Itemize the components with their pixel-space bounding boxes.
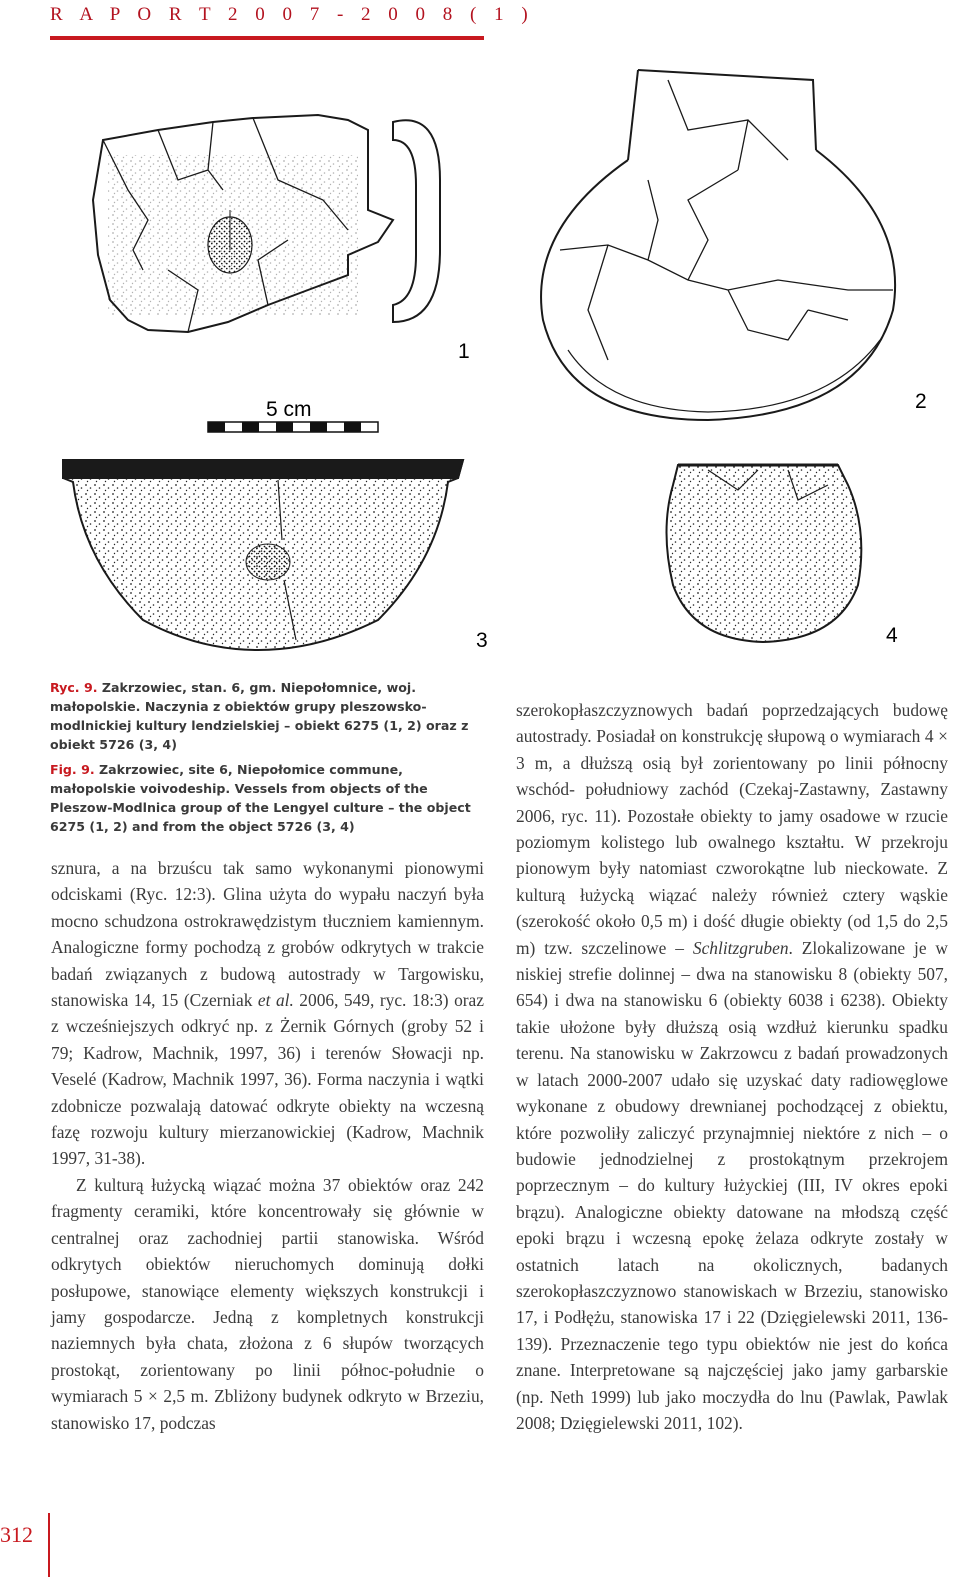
left-paragraph-2: Z kulturą łużycką wiązać można 37 obiektów oraz 242 fragmenty ceramiki, które koncentrowały się głównie w centralnej oraz zachodniej partii stanowiska. Wśród odkrytych obiektów nieruchomych dominują dołki posłupowe, stanowiące elementy większych konstrukcji i jamy gospodarcze. Jedną z kompletnych konstrukcji naziemnych była chata, złożona z 6 słupów tworzących prostokąt, zorientowany po linii północ-południe o wymiarach 5 × 2,5 m. Zbliżony budynek odkryto w Brzeziu, stanowisko 17, podczas: [51, 1174, 484, 1433]
page-number: 312: [0, 1522, 33, 1547]
caption-text-pl: Zakrzowiec, stan. 6, gm. Niepołomnice, woj. małopolskie. Naczynia z obiektów grupy pleszowsko-modlnickiej kultury lendzielskiej – obiekt 6275 (1, 2) oraz z obiekt 5726 (3, 4): [50, 680, 469, 752]
caption-label-pl: Ryc. 9.: [50, 680, 98, 695]
right-p1-italic: Schlitzgruben: [692, 937, 789, 958]
scale-bar-label: 5 cm: [266, 398, 312, 421]
running-header: R A P O R T 2 0 0 7 - 2 0 0 8 ( 1 ): [50, 4, 535, 25]
figure-caption-polish: [50, 678, 480, 754]
left-paragraph-1: [51, 855, 484, 1172]
caption-text-en: Zakrzowiec, site 6, Niepołomice commune, małopolskie voivodeship. Vessels from objects of the Pleszow-Modlnica group of the Lengyel culture – the object 6275 (1, 2) and from the object 5726 (3, 4): [50, 762, 471, 834]
caption-label-en: Fig. 9.: [50, 762, 95, 777]
left-p1-italic: et al.: [257, 990, 294, 1011]
vessel-3-drawing: [63, 460, 463, 650]
left-p1-end: 2006, 549, ryc. 18:3) oraz z wcześniejszych odkryć np. z Żernik Górnych (groby 52 i 79; Kadrow, Machnik, 1997, 36) i terenów Słowacji np. Veselé (Kadrow, Machnik 1997, 36). Forma naczynia i wątki zdobnicze pozwalają datować odkryte obiekty na wczesną fazę rozwoju kultury mierzanowickiej (Kadrow, Machnik 1997, 31-38).: [51, 990, 484, 1169]
figure-caption-english: [50, 760, 480, 836]
vessel-1-drawing: [93, 115, 440, 332]
header-rule: [50, 36, 484, 40]
vessel-2-drawing: [541, 70, 895, 420]
body-column-right: [516, 697, 948, 1436]
scale-bar: [208, 398, 378, 432]
footer-rule: [48, 1513, 50, 1577]
figure-label-1: 1: [458, 340, 470, 363]
figure-label-2: 2: [915, 390, 927, 413]
left-p1-text: sznura, a na brzuścu tak samo wykonanymi pionowymi odciskami (Ryc. 12:3). Glina użyta do wypału naczyń była mocno schudzona ostrokrawędzistym tłuczniem kamiennym. Analogiczne formy pochodzą z grobów odkrytych w trakcie badań związanych z budową autostrady w Targowisku, stanowiska 14, 15 (Czerniak: [51, 858, 484, 1011]
figure-label-3: 3: [476, 629, 488, 652]
vessel-4-drawing: [667, 465, 862, 642]
body-column-left: [51, 855, 484, 1436]
figure-label-4: 4: [886, 624, 898, 647]
right-paragraph-1: [516, 697, 948, 1436]
figure-drawings: [48, 60, 927, 660]
right-p1-text: szerokopłaszczyznowych badań poprzedzających budowę autostrady. Posiadał on konstrukcję słupową o wymiarach 4 × 3 m, a dłuższą osią był zorientowany po linii północny wschód- południowy zachód (Czekaj-Zastawny, Zastawny 2006, ryc. 11). Pozostałe obiekty to jamy osadowe w rzucie poziomym kolistego lub owalnego kształtu. W przekroju pionowym były natomiast czworokątne lub nieckowate. Z kulturą łużycką wiązać należy również cztery wąskie (szerokość około 0,5 m) i dość długie obiekty (od 1,5 do 2,5 m) tzw. szczelinowe –: [516, 700, 948, 958]
right-p1-end: . Zlokalizowane je w niskiej strefie dolinnej – dwa na stanowisku 8 (obiekty 507, 654) i dwa na stanowisku 6 (obiekty 6038 i 6238). Obiekty takie ułożone były dłuższą osią wzdłuż kierunku spadku terenu. Na stanowisku w Zakrzowcu z badań prowadzonych w latach 2000-2007 udało się uzyskać daty radiowęglowe wykonane z obudowy drewnianej pochodzącej z obiektu, które pozwoliły zaliczyć przynajmniej niektóre z nich – o budowie jednodzielnej z prostokątnym przekrojem poprzecznym – do kultury łużyckiej (III, IV okres epoki brązu). Analogiczne obiekty datowane na młodszą część epoki brązu i wczesną epokę żelaza odkryte zostały w ostatnich latach na okolicznych, badanych szerokopłaszczyznowo stanowiskach w Brzeziu, stanowisko 17, i Podłężu, stanowiska 17 i 22 (Dzięgielewski 2011, 136-139). Przeznaczenie tego typu obiektów nie jest do końca znane. Interpretowane są najczęściej jako jamy garbarskie (np. Neth 1999) lub jako moczydła do lnu (Pawlak, Pawlak 2008; Dzięgielewski 2011, 102).: [516, 937, 948, 1433]
